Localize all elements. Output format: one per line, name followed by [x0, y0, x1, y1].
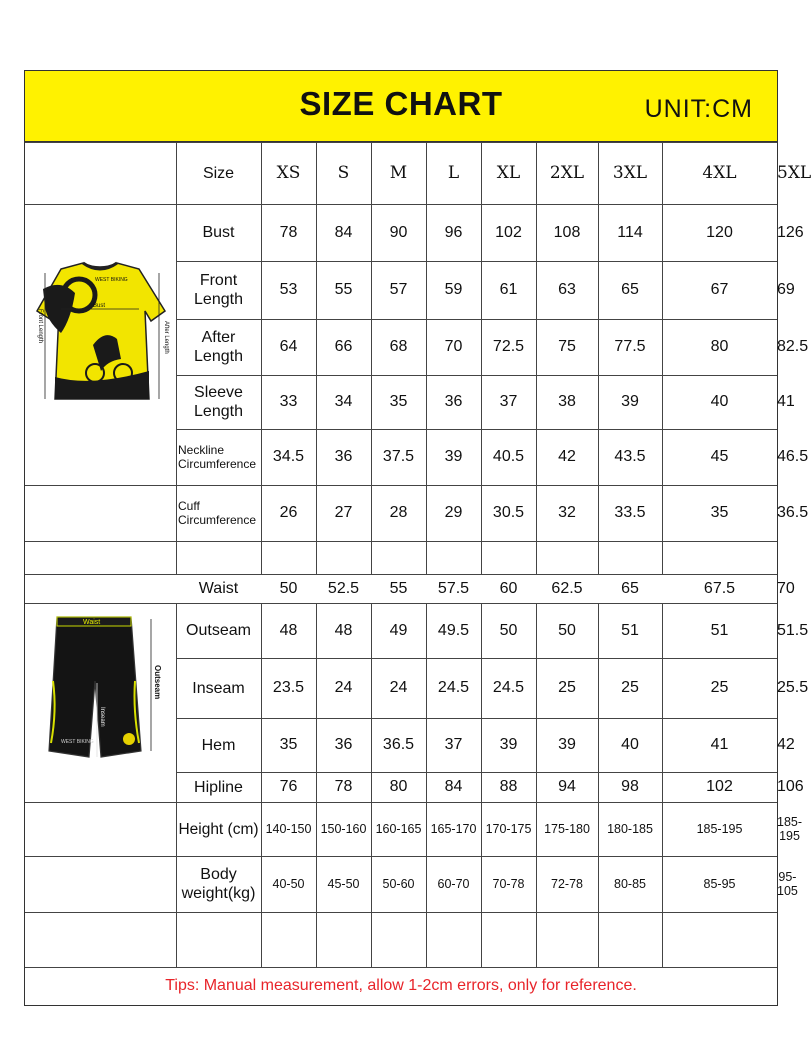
jersey-value-cell: 90	[389, 223, 408, 241]
jersey-value-cell: 53	[279, 281, 298, 298]
shorts-value-cell: 52.5	[327, 579, 360, 597]
shorts-value-cell: 24	[389, 679, 408, 696]
jersey-value-cell: 35	[389, 393, 408, 410]
shorts-measure-label: Waist	[198, 580, 239, 597]
weight-value-cell: 72-78	[551, 877, 583, 891]
row-divider-left	[25, 485, 176, 486]
height-label: Height (cm)	[178, 820, 259, 838]
weight-value-cell: 45-50	[327, 877, 360, 891]
title-banner	[25, 71, 777, 142]
shorts-value-cell: 41	[710, 736, 729, 753]
shorts-measure-label: Hem	[201, 736, 236, 754]
row-divider-full	[25, 967, 777, 968]
shorts-value-cell: 39	[558, 736, 576, 753]
waist-measure-label: Waist	[83, 619, 101, 626]
jersey-value-cell: 33.5	[614, 504, 646, 521]
size-header-cell: M	[389, 163, 408, 183]
jersey-value-cell: 55	[334, 281, 353, 298]
shorts-logo	[123, 733, 135, 745]
jersey-value-cell: 27	[334, 504, 353, 521]
weight-value-cell: 40-50	[272, 877, 305, 891]
shorts-value-cell: 67.5	[703, 579, 736, 597]
jersey-value-cell: 57	[389, 281, 408, 298]
jersey-value-cell: 37.5	[382, 448, 415, 465]
jersey-value-cell: 61	[499, 281, 518, 298]
front-length-label: Front Length	[37, 309, 43, 344]
jersey-value-cell: 70	[444, 338, 463, 355]
jersey-value-cell: 96	[444, 223, 463, 241]
height-value-cell: 170-175	[485, 822, 532, 836]
shorts-value-cell: 48	[334, 621, 353, 639]
jersey-value-cell: 75	[558, 338, 576, 355]
jersey-value-cell: 39	[444, 448, 463, 465]
size-header-label: Size	[202, 164, 235, 182]
shorts-value-cell: 94	[558, 778, 576, 795]
jersey-value-cell: 67	[710, 281, 729, 298]
jersey-value-cell: 35	[710, 504, 729, 521]
after-length-label: After Length	[163, 321, 169, 354]
row-divider-full	[25, 912, 777, 913]
shorts-value-cell: 57.5	[437, 579, 470, 597]
jersey-value-cell: 36	[334, 448, 353, 465]
jersey-value-cell: 66	[334, 338, 353, 355]
height-value-cell: 175-180	[544, 822, 590, 836]
shorts-value-cell: 23.5	[272, 679, 305, 696]
jersey-measure-label: Front Length	[194, 272, 243, 308]
shorts-value-cell: 106	[777, 778, 804, 795]
shorts-value-cell: 51.5	[777, 621, 809, 639]
jersey-value-cell: 120	[706, 223, 733, 241]
weight-label: Body weight(kg)	[181, 866, 256, 902]
outseam-label: Outseam	[153, 665, 162, 700]
row-divider-left	[25, 541, 176, 542]
shorts-value-cell: 25	[558, 679, 576, 696]
weight-value-cell: 70-78	[492, 877, 525, 891]
shorts-value-cell: 42	[777, 736, 795, 753]
shorts-value-cell: 76	[279, 778, 298, 795]
jersey-measure-label: Bust	[202, 224, 235, 241]
shorts-value-cell: 80	[389, 778, 408, 795]
row-divider-left	[25, 856, 176, 857]
shorts-value-cell: 50	[279, 579, 298, 597]
shorts-value-cell: 70	[777, 579, 795, 597]
jersey-value-cell: 68	[389, 338, 408, 355]
size-header-cell: 3XL	[612, 163, 648, 183]
size-header-cell: L	[447, 163, 460, 183]
jersey-value-cell: 59	[444, 281, 463, 298]
jersey-value-cell: 82.5	[777, 338, 809, 355]
jersey-value-cell: 40	[710, 393, 729, 410]
shorts-value-cell: 62.5	[551, 579, 583, 597]
shorts-value-cell: 25	[621, 679, 639, 696]
weight-value-cell: 50-60	[382, 877, 415, 891]
jersey-value-cell: 37	[499, 393, 518, 410]
size-header-cell: S	[337, 163, 350, 183]
chart-title: SIZE CHART	[299, 85, 503, 122]
shorts-value-cell: 25.5	[777, 679, 809, 696]
shorts-value-cell: 55	[389, 579, 408, 597]
size-chart-table	[24, 70, 811, 1006]
jersey-value-cell: 80	[710, 338, 729, 355]
jersey-value-cell: 108	[553, 223, 581, 241]
shorts-value-cell: 48	[279, 621, 298, 639]
unit-label: UNIT:CM	[644, 95, 753, 123]
jersey-measure-label: After Length	[194, 329, 243, 365]
jersey-value-cell: 45	[710, 448, 729, 465]
weight-value-cell: 60-70	[437, 877, 470, 891]
jersey-value-cell: 84	[334, 223, 353, 241]
shorts-value-cell: 84	[444, 778, 463, 795]
weight-value-cell: 95-105	[777, 870, 798, 898]
height-value-cell: 140-150	[265, 822, 312, 836]
jersey-value-cell: 39	[621, 393, 639, 410]
shorts-value-cell: 35	[279, 736, 298, 753]
shorts-value-cell: 51	[621, 621, 639, 639]
cycling-shorts-icon	[35, 611, 165, 776]
shorts-value-cell: 24.5	[492, 679, 525, 696]
jersey-value-cell: 77.5	[614, 338, 646, 355]
shorts-value-cell: 36.5	[382, 736, 415, 753]
jersey-value-cell: 36	[444, 393, 463, 410]
shorts-value-cell: 50	[558, 621, 576, 639]
shorts-value-cell: 65	[621, 579, 639, 597]
jersey-value-cell: 40.5	[492, 448, 525, 465]
shorts-measure-label: Outseam	[186, 622, 251, 639]
shorts-measure-label: Inseam	[192, 679, 245, 697]
jersey-value-cell: 126	[777, 223, 804, 241]
shorts-value-cell: 36	[334, 736, 353, 753]
shorts-value-cell: 50	[499, 621, 518, 639]
size-header-cell: XL	[496, 163, 521, 183]
inseam-label: Inseam	[99, 707, 105, 727]
shorts-value-cell: 49.5	[437, 621, 470, 639]
jersey-value-cell: 78	[279, 223, 298, 241]
shorts-value-cell: 49	[389, 621, 408, 639]
size-header-cell: XS	[276, 163, 301, 183]
jersey-value-cell: 102	[495, 223, 522, 241]
cycling-jersey-icon	[31, 259, 169, 409]
jersey-value-cell: 26	[279, 504, 298, 521]
height-value-cell: 185-195	[777, 815, 803, 843]
jersey-measure-label: Sleeve Length	[194, 384, 243, 420]
jersey-value-cell: 28	[389, 504, 408, 521]
shorts-value-cell: 60	[499, 579, 518, 597]
jersey-value-cell: 36.5	[777, 504, 809, 521]
shorts-value-cell: 88	[499, 778, 518, 795]
shorts-measure-label: Hipline	[194, 778, 243, 796]
jersey-value-cell: 69	[777, 281, 795, 298]
jersey-value-cell: 34.5	[272, 448, 305, 465]
size-header-cell: 4XL	[702, 163, 737, 183]
shorts-value-cell: 98	[621, 778, 639, 795]
shorts-value-cell: 25	[710, 679, 729, 696]
jersey-measure-label: Cuff Circumference	[178, 499, 257, 527]
jersey-measure-label: Neckline Circumference	[178, 443, 257, 471]
jersey-value-cell: 43.5	[614, 448, 646, 465]
shorts-value-cell: 78	[334, 778, 353, 795]
shorts-brand-text: WEST BIKING	[61, 739, 94, 745]
height-value-cell: 185-195	[696, 822, 743, 836]
weight-value-cell: 80-85	[614, 877, 646, 891]
jersey-value-cell: 65	[621, 281, 639, 298]
height-value-cell: 160-165	[375, 822, 422, 836]
jersey-value-cell: 64	[279, 338, 298, 355]
bust-measure-label: Bust	[93, 303, 106, 309]
height-value-cell: 150-160	[320, 822, 367, 836]
jersey-value-cell: 46.5	[777, 448, 809, 465]
jersey-value-cell: 29	[444, 504, 463, 521]
size-header-cell: 2XL	[549, 163, 585, 183]
jersey-value-cell: 72.5	[492, 338, 525, 355]
row-divider	[176, 541, 777, 542]
jersey-value-cell: 33	[279, 393, 298, 410]
jersey-brand-text: WEST BIKING	[95, 277, 128, 283]
shorts-value-cell: 24	[334, 679, 353, 696]
jersey-value-cell: 41	[777, 393, 795, 410]
shorts-value-cell: 51	[710, 621, 729, 639]
jersey-value-cell: 38	[558, 393, 576, 410]
height-value-cell: 165-170	[430, 822, 477, 836]
shorts-value-cell: 24.5	[437, 679, 470, 696]
weight-value-cell: 85-95	[703, 877, 736, 891]
jersey-value-cell: 32	[558, 504, 576, 521]
jersey-value-cell: 30.5	[492, 504, 525, 521]
shorts-value-cell: 102	[706, 778, 733, 795]
jersey-value-cell: 114	[617, 223, 643, 241]
shorts-value-cell: 39	[499, 736, 518, 753]
jersey-value-cell: 34	[334, 393, 353, 410]
row-divider-left	[25, 802, 176, 803]
jersey-value-cell: 63	[558, 281, 576, 298]
size-header-cell: 5XL	[777, 163, 811, 183]
shorts-value-cell: 37	[444, 736, 463, 753]
jersey-value-cell: 42	[558, 448, 576, 465]
tips-note: Tips: Manual measurement, allow 1-2cm errors, only for reference.	[165, 977, 637, 994]
shorts-value-cell: 40	[621, 736, 639, 753]
height-value-cell: 180-185	[607, 822, 653, 836]
